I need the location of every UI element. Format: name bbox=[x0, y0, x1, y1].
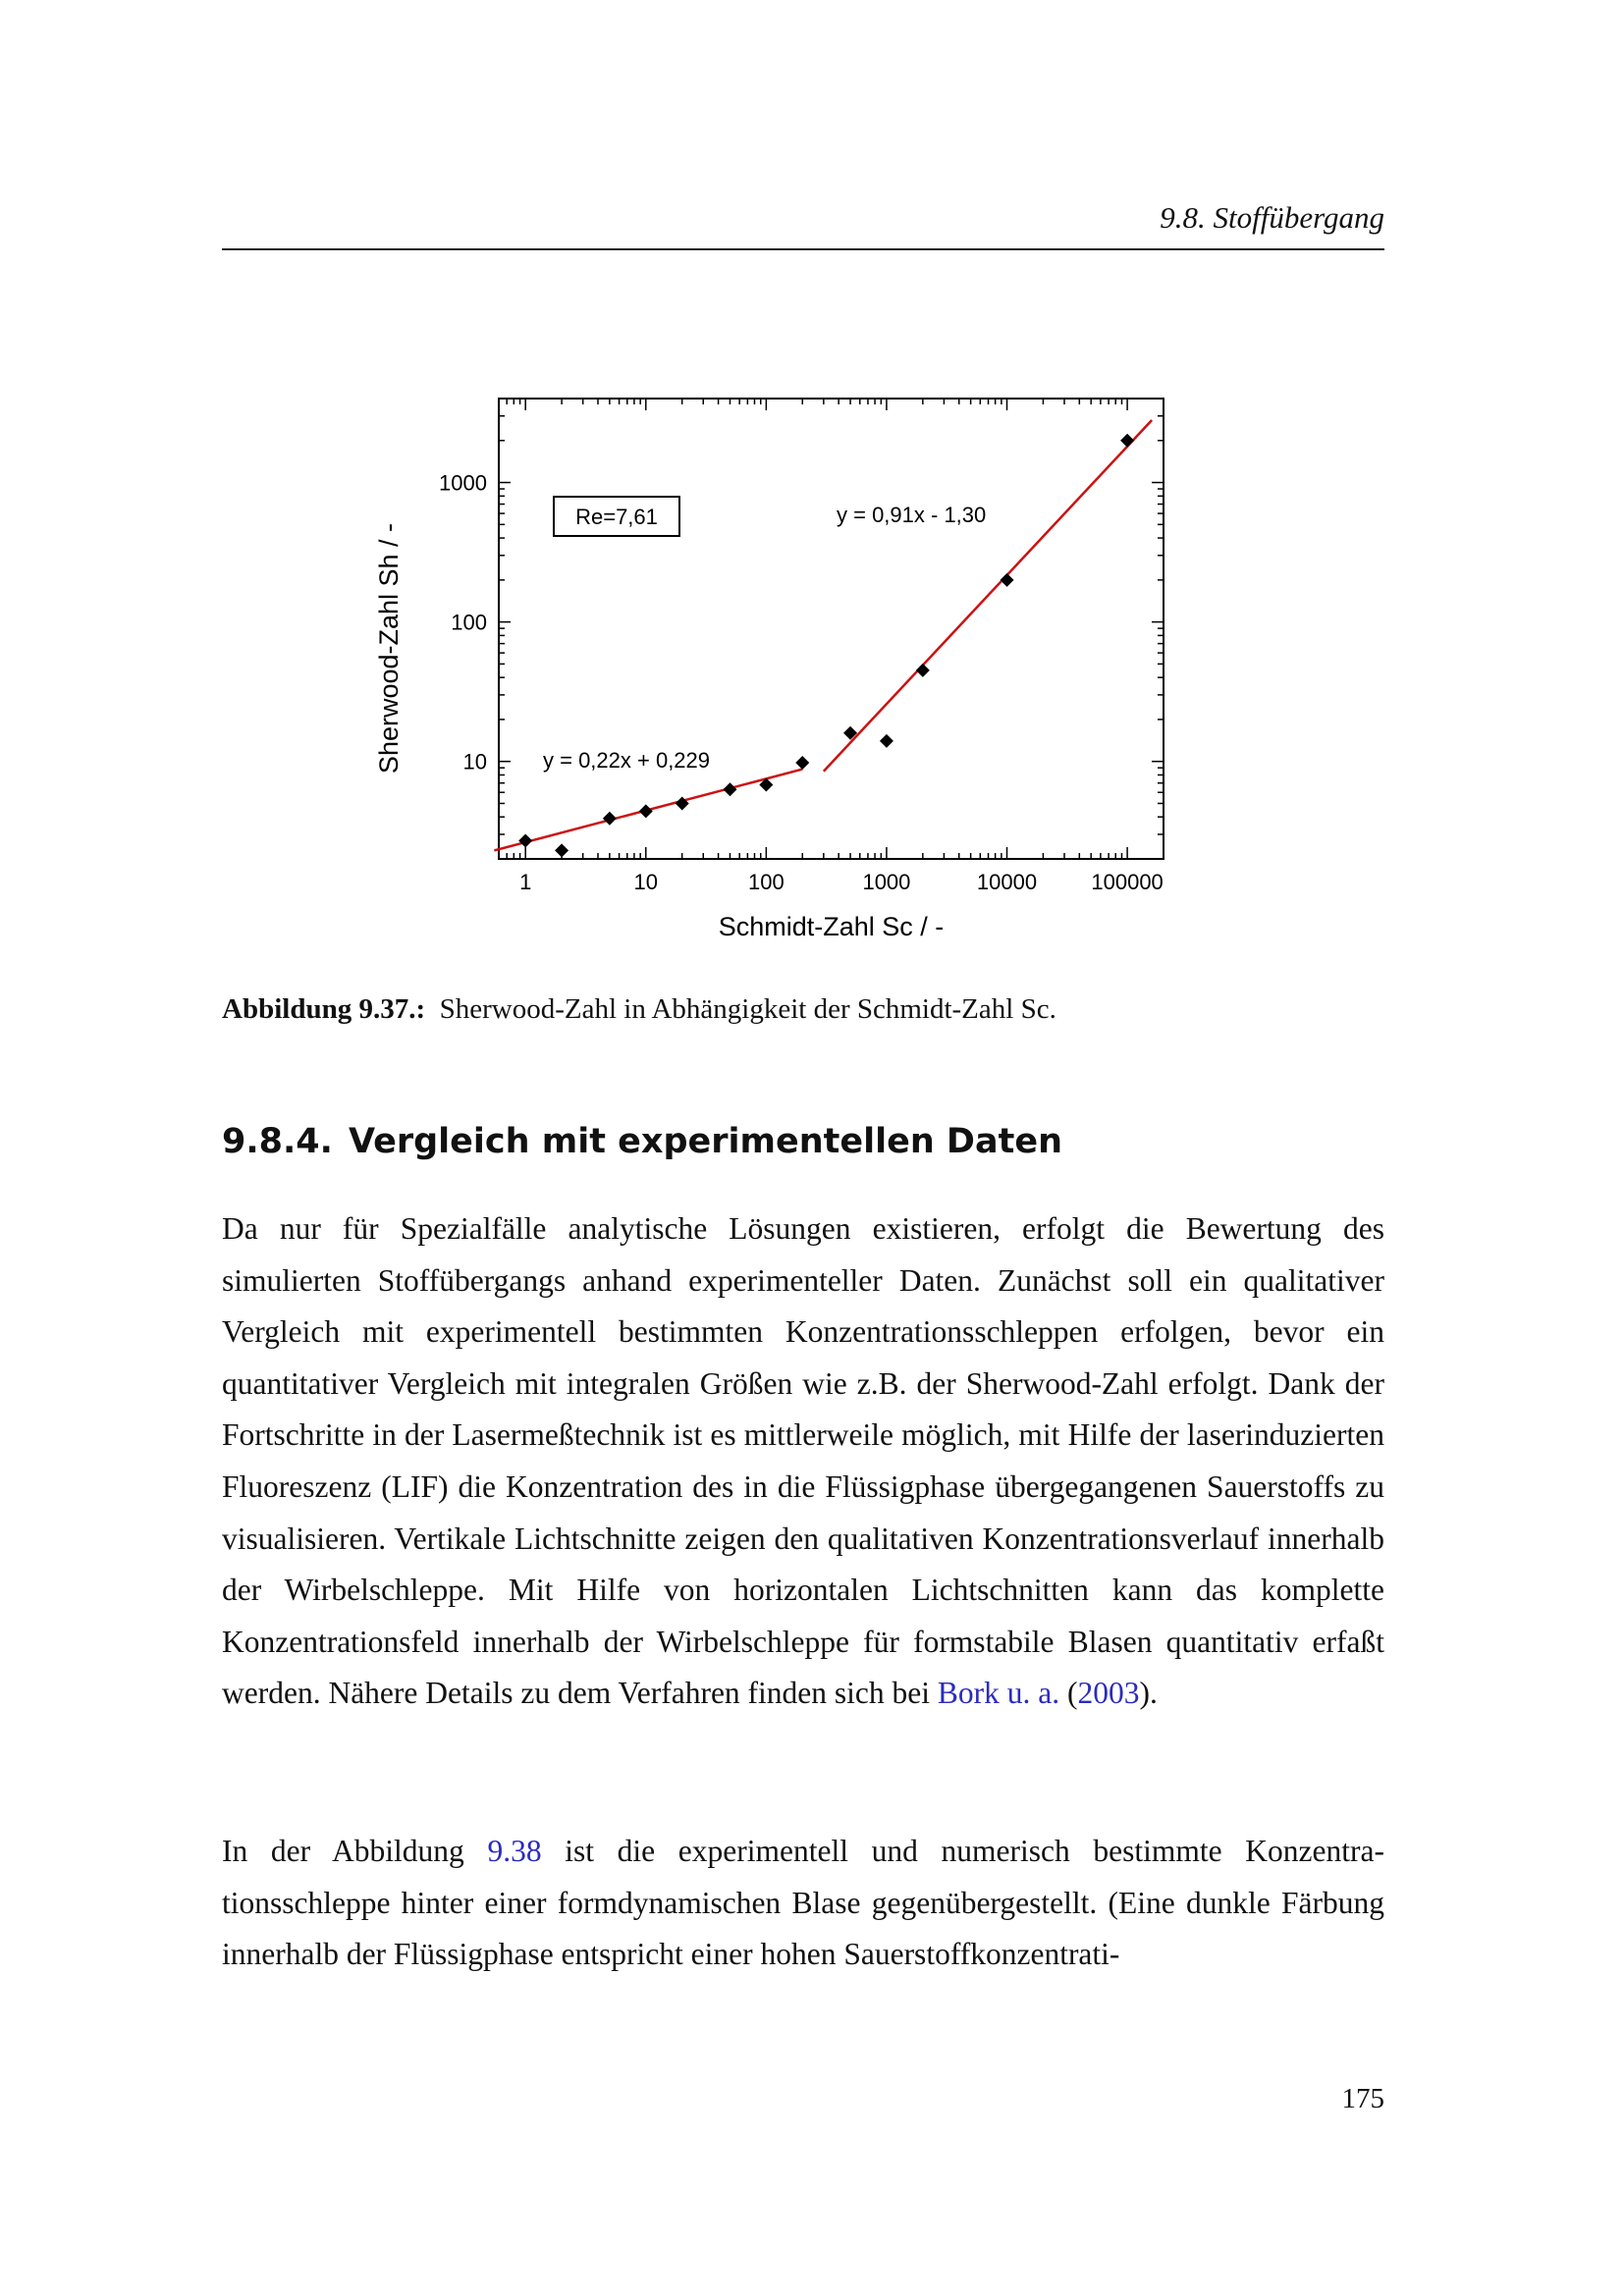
citation-link-year[interactable]: 2003 bbox=[1077, 1676, 1140, 1711]
caption-label: Abbildung 9.37.: bbox=[222, 993, 426, 1025]
data-point bbox=[518, 833, 532, 847]
citation-open: ( bbox=[1059, 1676, 1078, 1711]
x-tick-label: 10 bbox=[633, 870, 659, 894]
data-point bbox=[603, 812, 617, 826]
section-title: Vergleich mit experimentellen Daten bbox=[348, 1122, 1062, 1161]
data-point bbox=[880, 734, 893, 748]
page-number: 175 bbox=[1341, 2083, 1384, 2114]
header-rule bbox=[222, 248, 1384, 250]
paragraph-2-text-end: ist die experimentell und numerisch bestimmte Konzentrationsschleppe hinter einer formdynamischen Blase gegenübergestellt. (Eine dunkle Färbung innerhalb der Flüssigphase entspricht einer hohen Sauerstoffkonzentrati- bbox=[222, 1834, 1384, 1972]
paragraph-1 bbox=[222, 1203, 1384, 1720]
figure-sherwood-schmidt bbox=[353, 373, 1198, 982]
data-point bbox=[1120, 434, 1134, 448]
data-point bbox=[723, 782, 736, 796]
data-point bbox=[795, 756, 809, 770]
citation-link-authors[interactable]: Bork u. a. bbox=[937, 1676, 1060, 1711]
annotation-text: Re=7,61 bbox=[575, 505, 658, 529]
paragraph-2 bbox=[222, 1826, 1384, 1981]
data-point bbox=[1001, 573, 1014, 587]
citation-close: ). bbox=[1139, 1676, 1158, 1711]
y-tick-label: 1000 bbox=[439, 470, 487, 496]
y-tick-label: 100 bbox=[451, 610, 487, 635]
section-heading bbox=[222, 1122, 1384, 1161]
figure-caption bbox=[222, 993, 1384, 1026]
fit-line-2 bbox=[824, 420, 1152, 772]
sherwood-schmidt-chart bbox=[353, 373, 1198, 982]
x-tick-label: 100 bbox=[747, 870, 785, 894]
x-tick-label: 1 bbox=[519, 870, 532, 894]
x-tick-label: 1000 bbox=[862, 870, 911, 894]
data-point bbox=[916, 664, 930, 677]
x-axis-label: Schmidt-Zahl Sc / - bbox=[718, 912, 945, 941]
section-number: 9.8.4. bbox=[222, 1122, 333, 1161]
x-tick-label: 100000 bbox=[1091, 870, 1164, 894]
y-tick-label: 10 bbox=[462, 749, 487, 774]
paragraph-1-text: Da nur für Spezialfälle analytische Lösungen existieren, erfolgt die Bewertung des simulierten Stoffübergangs anhand experimenteller Daten. Zunächst soll ein qualitativer Vergleich mit experimentell bestimmten Konzentrationsschleppen erfolgen, bevor ein quantitativer Vergleich mit integralen Größen wie z.B. der Sherwood-Zahl erfolgt. Dank der Fortschritte in der Lasermeßtechnik ist es mittlerweile möglich, mit Hilfe der laserinduzierten Fluoreszenz (LIF) die Konzentration des in die Flüssigphase übergegangenen Sauerstoffs zu visualisieren. Vertikale Lichtschnitte zeigen den qualitativen Konzentrationsverlauf innerhalb der Wirbelschleppe. Mit Hilfe von horizontalen Lichtschnitten kann das komplette Konzentrationsfeld innerhalb der Wirbelschleppe für formstabile Blasen quantitativ erfaßt werden. Nähere Details zu dem Verfahren finden sich bei bbox=[222, 1211, 1384, 1711]
fit-label-2: y = 0,91x - 1,30 bbox=[837, 503, 987, 527]
x-tick-label: 10000 bbox=[976, 870, 1038, 894]
figure-reference-link[interactable]: 9.38 bbox=[487, 1834, 542, 1868]
paragraph-2-text-start: In der Abbildung bbox=[222, 1834, 488, 1868]
fit-label-1: y = 0,22x + 0,229 bbox=[543, 748, 711, 773]
data-point bbox=[555, 843, 568, 857]
y-axis-label: Sherwood-Zahl Sh / - bbox=[374, 522, 404, 774]
running-head: 9.8. Stoffübergang bbox=[1160, 200, 1384, 235]
plot-frame bbox=[499, 399, 1164, 859]
caption-text: Sherwood-Zahl in Abhängigkeit der Schmidt-Zahl Sc. bbox=[439, 993, 1056, 1025]
data-point bbox=[639, 804, 653, 818]
